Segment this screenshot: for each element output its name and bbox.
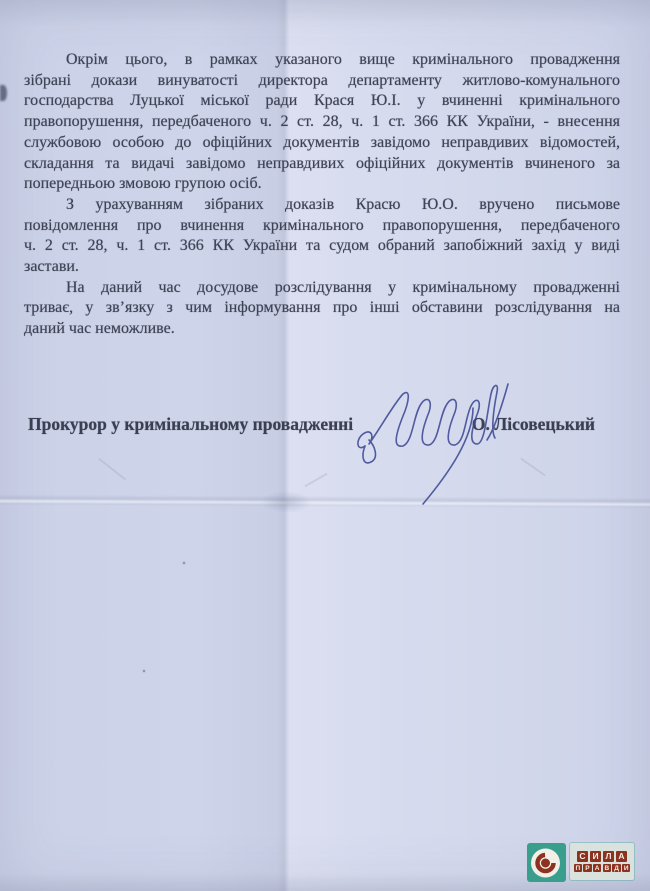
- logo-letter-tile: Р: [583, 864, 592, 873]
- handwritten-signature-icon: [345, 378, 515, 518]
- paragraph: [24, 50, 620, 195]
- paper-speck: [143, 670, 145, 672]
- logo-letter-tile: П: [575, 864, 581, 872]
- paragraph: [24, 195, 620, 278]
- document-body: [24, 50, 620, 340]
- paper-speck: [183, 562, 185, 564]
- logo-letter-tile: Д: [614, 864, 619, 872]
- signer-role-label: Прокурор у кримінальному провадженні: [28, 414, 354, 434]
- horizontal-fold-crease: [0, 494, 650, 508]
- photo-edge-artifact: [0, 85, 7, 101]
- paragraph-line: складання та видачі завідомо неправдивих офіційних документів вчиненого за: [24, 154, 620, 172]
- paragraph-line: зібрані докази винуватості директора департаменту житлово-комунального: [24, 71, 620, 89]
- paper-wrinkle: [98, 458, 126, 481]
- paragraph-line: Окрім цього, в рамках указаного вище кримінального провадження: [66, 51, 620, 68]
- paragraph: [24, 278, 620, 340]
- sila-pravdy-watermark: [527, 843, 634, 882]
- logo-letter-tile: А: [616, 851, 627, 862]
- logo-letter-tile: И: [623, 864, 629, 872]
- paragraph-line: ч. 2 ст. 28, ч. 1 ст. 366 КК України та судом обраний запобіжний захід у виді: [24, 237, 620, 255]
- paragraph-line: службовою особою до офіційних документів завідомо неправдивих відомостей,: [24, 133, 620, 151]
- logo-letter-tile: Л: [603, 851, 614, 862]
- logo-text-line2: [573, 864, 631, 873]
- logo-text-line1: [576, 851, 628, 862]
- paragraph-line: господарства Луцької міської ради Крася Ю.І. у вчиненні кримінального: [24, 92, 620, 110]
- logo-letter-tile: С: [577, 851, 588, 862]
- paragraph-line: З урахуванням зібраних доказів Красю Ю.О. вручено письмове: [66, 195, 620, 213]
- paragraph-line: На даний час досудове розслідування у кримінальному провадженні: [66, 278, 620, 296]
- sila-pravdy-logo-text: [570, 843, 634, 880]
- sila-pravdy-logo-icon: [527, 843, 566, 882]
- paragraph-line: даний час неможливе.: [24, 320, 175, 338]
- fold-center-pinch: [258, 490, 314, 514]
- paragraph-line: повідомлення про вчинення кримінального правопорушення, передбаченого: [24, 216, 620, 234]
- signer-name: О. Лісовецький: [471, 414, 595, 434]
- logo-letter-tile: В: [604, 864, 610, 872]
- paper-wrinkle: [304, 473, 328, 488]
- paper-wrinkle: [520, 458, 546, 477]
- logo-letter-tile: А: [594, 864, 600, 872]
- paragraph-line: застави.: [24, 258, 79, 276]
- logo-letter-tile: И: [590, 851, 601, 862]
- paragraph-line: попередньою змовою групою осіб.: [24, 175, 262, 193]
- paragraph-line: триває, у зв’язку з чим інформування про інші обставини розслідування на: [24, 299, 620, 317]
- paragraph-line: правопорушення, передбаченого ч. 2 ст. 28, ч. 1 ст. 366 КК України, - внесення: [24, 113, 620, 131]
